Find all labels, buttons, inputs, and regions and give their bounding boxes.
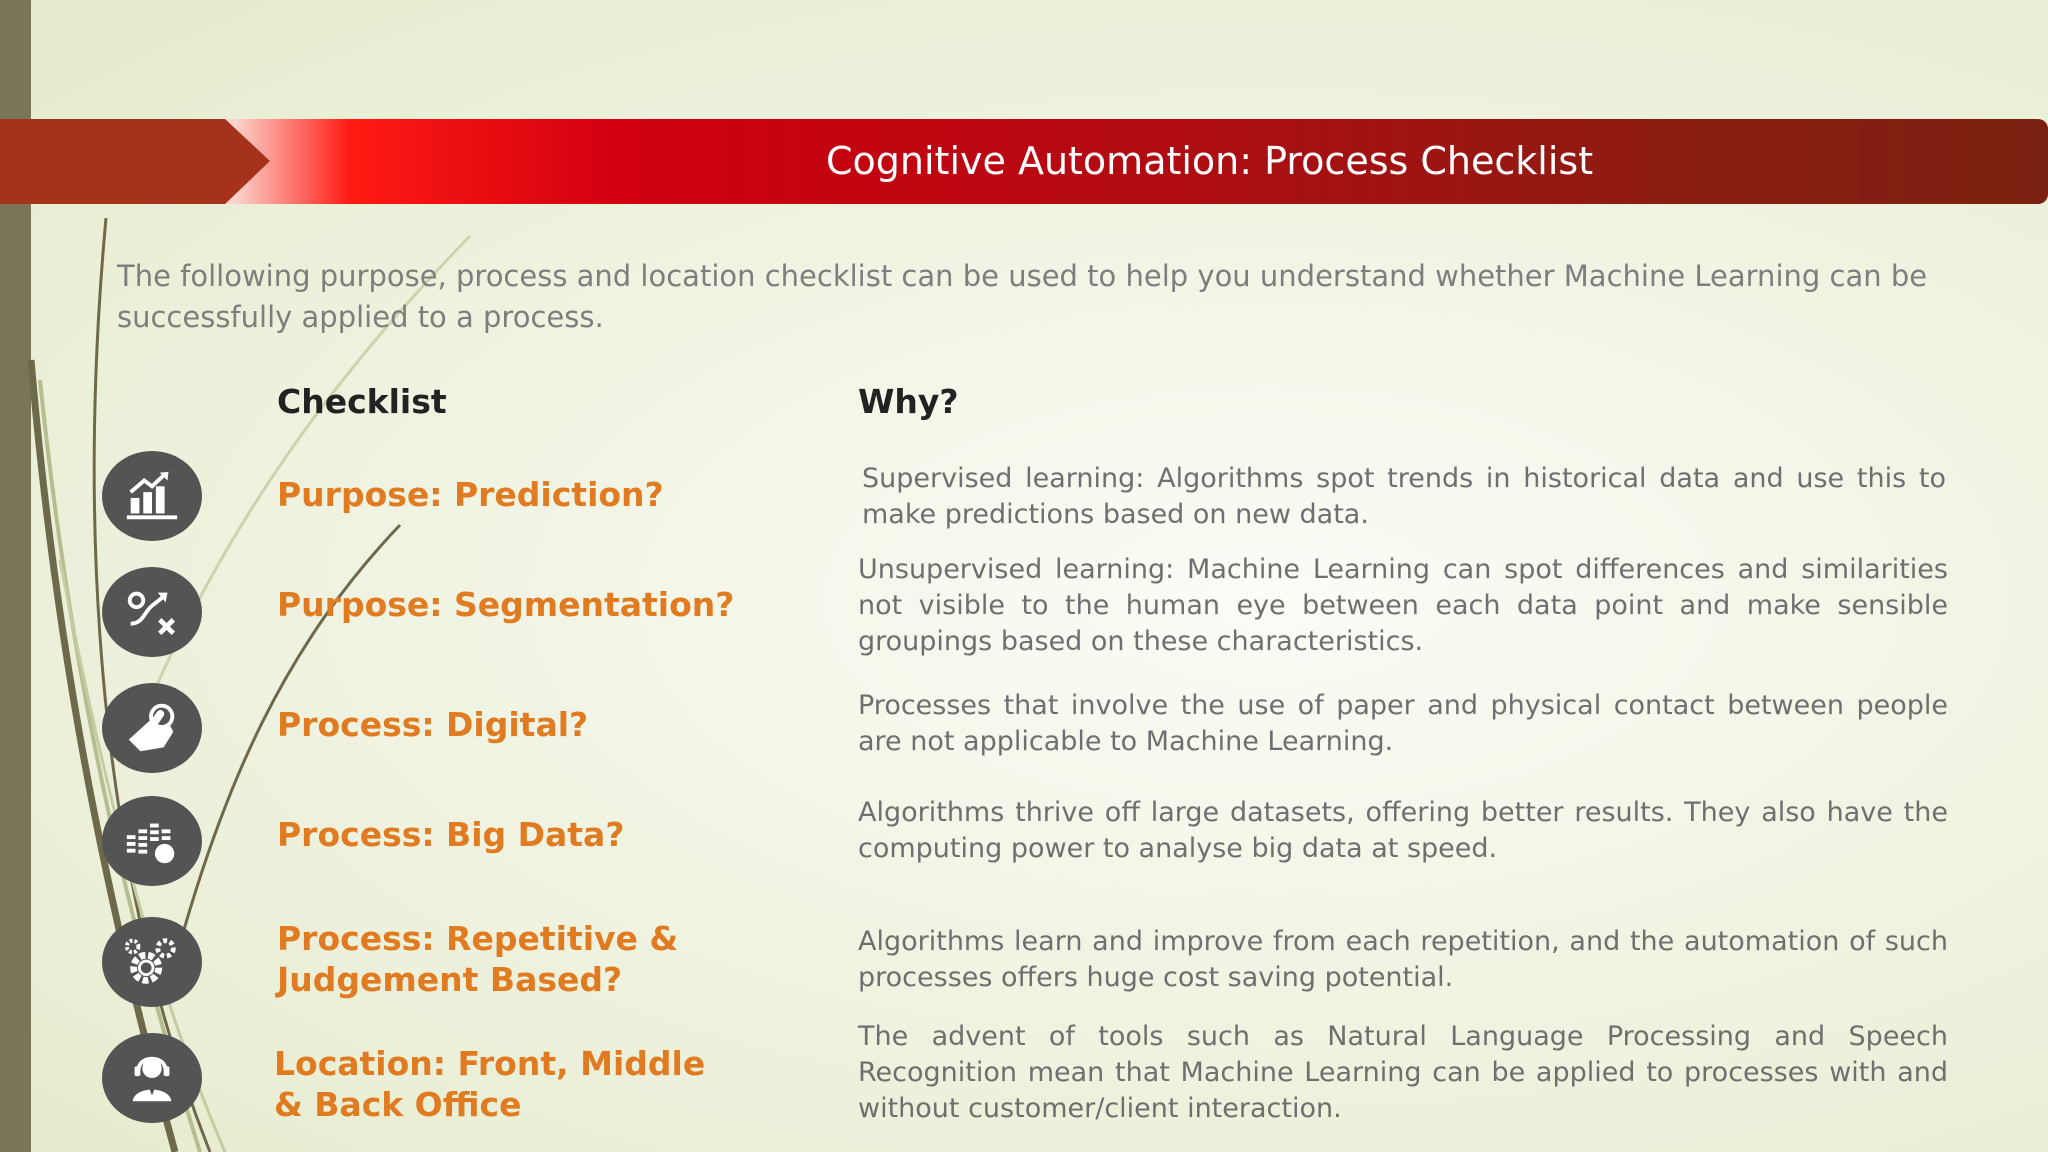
hand-touch-icon bbox=[102, 683, 202, 773]
checklist-item-label: Process: Big Data? bbox=[277, 815, 625, 854]
strategy-path-icon bbox=[102, 567, 202, 657]
checklist-item-description: The advent of tools such as Natural Language Processing and Speech Recognition mean that Machine Learning can be applied to processes with and without customer/client interaction. bbox=[858, 1021, 1948, 1124]
checklist-item-label: Process: Repetitive & Judgement Based? bbox=[277, 919, 679, 999]
checklist-item-description: Unsupervised learning: Machine Learning can spot differences and similarities not visible to the human eye between each data point and make sensible groupings based on these characteristics. bbox=[858, 554, 1948, 657]
banner-arrow-shape bbox=[0, 119, 270, 204]
why-heading: Why? bbox=[858, 382, 959, 421]
checklist-item-description: Processes that involve the use of paper and physical contact between people are not applicable to Machine Learning. bbox=[858, 690, 1948, 757]
checklist-item-description: Algorithms thrive off large datasets, offering better results. They also have the computing power to analyse big data at speed. bbox=[858, 797, 1948, 864]
bar-chart-growth-icon bbox=[102, 451, 202, 541]
checklist-heading: Checklist bbox=[277, 382, 447, 421]
gears-icon bbox=[102, 917, 202, 1007]
checklist-item-label: Location: Front, Middle & Back Office bbox=[274, 1044, 706, 1124]
big-data-icon bbox=[102, 796, 202, 886]
checklist-item-description: Supervised learning: Algorithms spot trends in historical data and use this to make predictions based on new data. bbox=[862, 463, 1946, 530]
checklist-item-label: Purpose: Segmentation? bbox=[277, 585, 735, 624]
slide-title: Cognitive Automation: Process Checklist bbox=[826, 139, 1594, 183]
headset-agent-icon bbox=[102, 1033, 202, 1123]
checklist-item-label: Purpose: Prediction? bbox=[277, 475, 664, 514]
checklist-item-label: Process: Digital? bbox=[277, 705, 589, 744]
intro-text: The following purpose, process and location checklist can be used to help you understand whether Machine Learning can be successfully applied to a process. bbox=[117, 259, 1928, 334]
checklist-item-description: Algorithms learn and improve from each repetition, and the automation of such processes offers huge cost saving potential. bbox=[858, 926, 1948, 993]
